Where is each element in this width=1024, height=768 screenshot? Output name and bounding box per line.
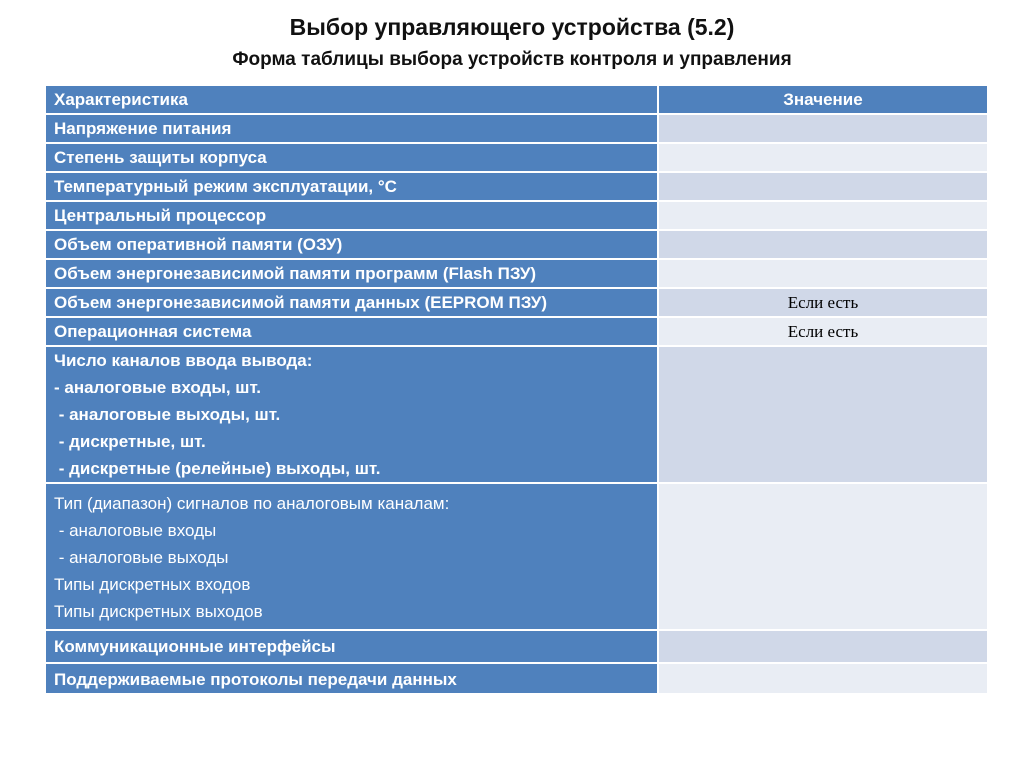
io-channels-line: - дискретные, шт.: [54, 432, 206, 451]
table-row: [45, 201, 988, 230]
selection-table: [44, 84, 989, 695]
table-row: [45, 114, 988, 143]
table-header-row: [45, 85, 988, 114]
table-row: [45, 663, 988, 694]
table-row: [45, 230, 988, 259]
row-label-io-channels: [45, 346, 658, 483]
column-header-value: Значение: [658, 85, 988, 114]
row-label-signal-types: [45, 483, 658, 630]
table-row: [45, 317, 988, 346]
row-value-temperature[interactable]: [658, 172, 988, 201]
table-row: [45, 346, 988, 483]
table-row: [45, 259, 988, 288]
row-value-flash[interactable]: [658, 259, 988, 288]
signal-types-line: Типы дискретных выходов: [54, 602, 263, 621]
row-value-power-supply[interactable]: [658, 114, 988, 143]
row-value-ram[interactable]: [658, 230, 988, 259]
table-row: [45, 288, 988, 317]
table-row: [45, 630, 988, 663]
row-value-io-channels[interactable]: [658, 346, 988, 483]
row-value-comm-interfaces[interactable]: [658, 630, 988, 663]
row-value-protection[interactable]: [658, 143, 988, 172]
row-label-protocols: Поддерживаемые протоколы передачи данных: [45, 663, 658, 694]
io-channels-line: Число каналов ввода вывода:: [54, 351, 313, 370]
io-channels-line: - аналоговые выходы, шт.: [54, 405, 281, 424]
row-label-comm-interfaces: Коммуникационные интерфейсы: [45, 630, 658, 663]
row-value-eeprom[interactable]: Если есть: [658, 288, 988, 317]
table-row: [45, 143, 988, 172]
signal-types-line: - аналоговые выходы: [54, 548, 229, 567]
page-title: Выбор управляющего устройства (5.2): [289, 14, 735, 40]
table-row: [45, 172, 988, 201]
io-channels-line: - дискретные (релейные) выходы, шт.: [54, 459, 381, 478]
signal-types-line: - аналоговые входы: [54, 521, 217, 540]
row-label-ram: Объем оперативной памяти (ОЗУ): [45, 230, 658, 259]
column-header-characteristic: Характеристика: [45, 85, 658, 114]
signal-types-line: Типы дискретных входов: [54, 575, 251, 594]
row-value-cpu[interactable]: [658, 201, 988, 230]
row-value-protocols[interactable]: [658, 663, 988, 694]
signal-types-line: Тип (диапазон) сигналов по аналоговым каналам:: [54, 494, 450, 513]
row-label-cpu: Центральный процессор: [45, 201, 658, 230]
page-subtitle: Форма таблицы выбора устройств контроля и управления: [232, 49, 792, 70]
row-label-os: Операционная система: [45, 317, 658, 346]
row-label-eeprom: Объем энергонезависимой памяти данных (EEPROM ПЗУ): [45, 288, 658, 317]
row-label-flash: Объем энергонезависимой памяти программ (Flash ПЗУ): [45, 259, 658, 288]
row-label-protection: Степень защиты корпуса: [45, 143, 658, 172]
row-label-temperature: Температурный режим эксплуатации, °C: [45, 172, 658, 201]
table-row: [45, 483, 988, 630]
row-label-power-supply: Напряжение питания: [45, 114, 658, 143]
row-value-signal-types[interactable]: [658, 483, 988, 630]
io-channels-line: - аналоговые входы, шт.: [54, 378, 262, 397]
row-value-os[interactable]: Если есть: [658, 317, 988, 346]
